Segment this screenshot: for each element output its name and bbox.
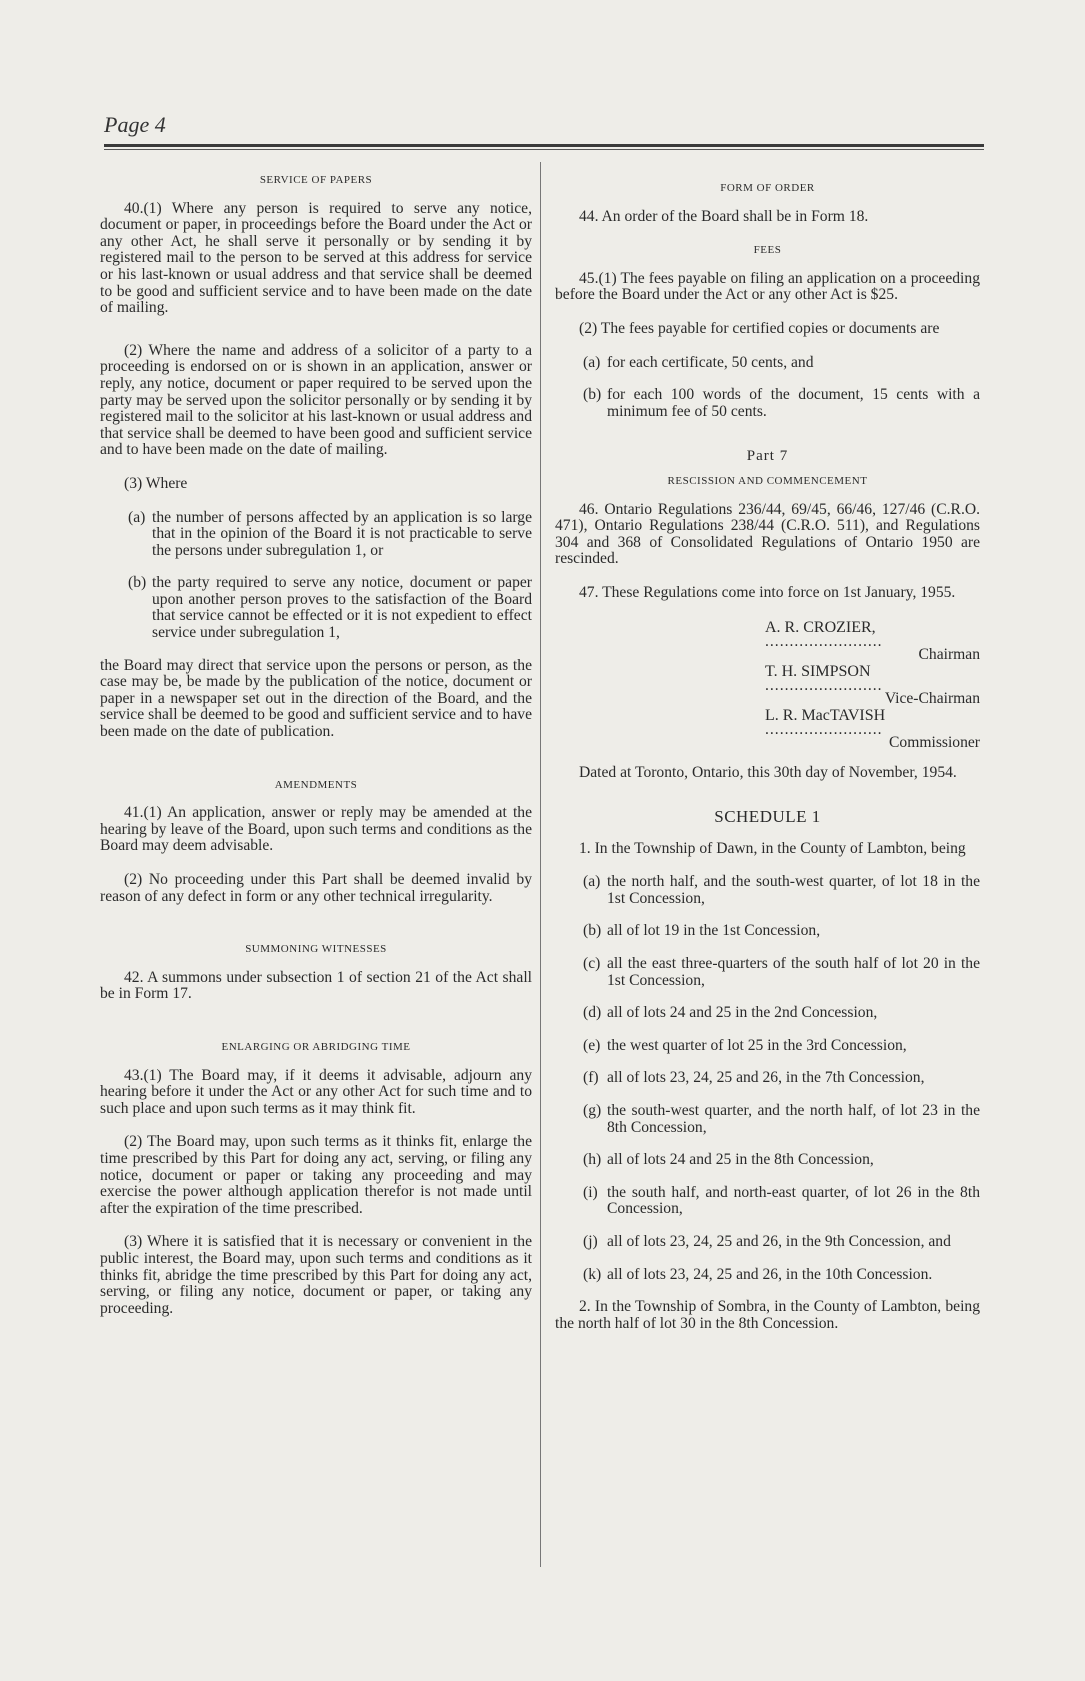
schedule-item [555, 956, 980, 989]
list-item [100, 510, 532, 560]
schedule-item [555, 1185, 980, 1218]
item-label: (j) [583, 1233, 598, 1250]
item-text: for each 100 words of the document, 15 cents with a minimum fee of 50 cents. [607, 386, 980, 420]
paragraph: Dated at Toronto, Ontario, this 30th day of November, 1954. [579, 763, 957, 781]
item-text: the west quarter of lot 25 in the 3rd Concession, [607, 1036, 907, 1054]
column-divider [540, 162, 541, 1567]
paragraph: 44. An order of the Board shall be in Form 18. [579, 207, 869, 225]
item-text: all of lots 24 and 25 in the 2nd Concession, [607, 1004, 878, 1022]
section-heading: SERVICE OF PAPERS [259, 174, 373, 186]
schedule-heading: SCHEDULE 1 [714, 807, 821, 827]
signature-block [555, 619, 980, 751]
item-text: the south half, and north-east quarter, of lot 26 in the 8th Concession, [607, 1183, 980, 1218]
item-label: (d) [583, 1004, 602, 1022]
paragraph: (3) Where [124, 474, 188, 492]
schedule-item [555, 1103, 980, 1136]
signature-line: ........................ [765, 676, 883, 694]
paragraph: 41.(1) An application, answer or reply may be amended at the hearing by leave of the Board, upon such terms and conditions as the Board may deem advisable. [100, 804, 532, 855]
item-label: (a) [583, 873, 601, 891]
signatory-name: L. R. MacTAVISH [765, 706, 886, 724]
schedule-item [555, 1234, 980, 1251]
header-rule-thin [104, 149, 984, 150]
paragraph: (2) No proceeding under this Part shall be deemed invalid by reason of any defect in form or any other technical irregularity. [100, 871, 532, 905]
paragraph: the Board may direct that service upon the persons or person, as the case may be, be made by the publication of the notice, document or paper in a newspaper set out in the direction of the Board, and the service shall be deemed to be good and sufficient service and to have been made on the date of publication. [100, 656, 532, 741]
paragraph: 2. In the Township of Sombra, in the County of Lambton, being the north half of lot 30 in the 8th Concession. [555, 1298, 980, 1332]
paragraph: 42. A summons under subsection 1 of section 21 of the Act shall be in Form 17. [100, 968, 532, 1003]
item-text: for each certificate, 50 cents, and [607, 353, 814, 371]
paragraph: 47. These Regulations come into force on 1st January, 1955. [579, 583, 956, 601]
section-heading: RESCISSION AND COMMENCEMENT [667, 474, 868, 487]
signatory-title: Chairman [918, 645, 980, 663]
paragraph: 45.(1) The fees payable on filing an application on a proceeding before the Board under the Act or any other Act is $25. [555, 269, 980, 304]
section-heading: FEES [753, 244, 782, 257]
paragraph: 43.(1) The Board may, if it deems it advisable, adjourn any hearing before it under the Act or any other Act for such time and to such place and upon such terms as it may think fit. [100, 1066, 532, 1117]
item-label: (g) [583, 1102, 602, 1120]
signatory-title: Commissioner [889, 733, 980, 751]
list-item [555, 355, 980, 372]
item-text: all of lot 19 in the 1st Concession, [607, 922, 821, 940]
schedule-item [555, 1005, 980, 1022]
paragraph: 1. In the Township of Dawn, in the County of Lambton, being [579, 839, 966, 857]
right-column [555, 172, 980, 1349]
paragraph: (3) Where it is satisfied that it is necessary or convenient in the public interest, the Board may, upon such terms and conditions as it thinks fit, abridge the time prescribed by this Part for doing any act, serving, or filing any notice, document or paper, or taking any proceeding. [100, 1233, 532, 1317]
item-text: all of lots 23, 24, 25 and 26, in the 10th Concession. [607, 1265, 933, 1283]
item-label: (b) [583, 386, 602, 404]
signatory-title: Vice-Chairman [884, 689, 980, 707]
paragraph: (2) Where the name and address of a solicitor of a party to a proceeding is endorsed on or is shown in an application, answer or reply, any notice, document or paper required to be served upon the party may be served upon the solicitor personally or by sending it by registered mail to the solicitor at his last-known or usual address and that service shall be deemed to have been good and sufficient service and to have been made on the date of mailing. [100, 341, 532, 459]
header-rule-thick [104, 144, 984, 147]
item-label: (b) [128, 574, 147, 592]
part-heading: Part 7 [746, 448, 789, 465]
item-text: all of lots 24 and 25 in the 8th Concession, [607, 1151, 874, 1169]
item-label: (h) [583, 1151, 602, 1169]
item-text: all of lots 23, 24, 25 and 26, in the 9th Concession, and [607, 1233, 951, 1250]
item-label: (a) [583, 353, 601, 371]
item-label: (e) [583, 1036, 601, 1054]
item-text: the number of persons affected by an application is so large that in the opinion of the Board it is not practicable to serve the persons under subregulation 1, or [152, 508, 532, 559]
page-number: Page 4 [104, 112, 166, 137]
schedule-item [555, 1152, 980, 1169]
schedule-item [555, 1267, 980, 1284]
section-heading: SUMMONING WITNESSES [245, 943, 387, 956]
paragraph: (2) The fees payable for certified copies or documents are [579, 319, 940, 337]
schedule-item [555, 874, 980, 907]
signatory-name: T. H. SIMPSON [765, 662, 871, 680]
left-column [100, 172, 532, 1334]
signature-line: ........................ [765, 632, 883, 650]
section-heading: AMENDMENTS [274, 778, 358, 791]
schedule-item [555, 923, 980, 940]
item-label: (i) [583, 1183, 598, 1201]
item-text: all of lots 23, 24, 25 and 26, in the 7th Concession, [607, 1069, 925, 1087]
item-text: the south-west quarter, and the north half, of lot 23 in the 8th Concession, [607, 1102, 980, 1136]
paragraph: 46. Ontario Regulations 236/44, 69/45, 66/46, 127/46 (C.R.O. 471), Ontario Regulations 238/44 (C.R.O. 511), and Regulations 304 and 368 of Consolidated Regulations of Ontario 1950 are rescinded. [555, 500, 980, 568]
paragraph: 40.(1) Where any person is required to serve any notice, document or paper, in proceedings before the Board under the Act or any other Act, he shall serve it personally or by sending it by registered mail to the person to be served at this address for service or his last-known or usual address and that service shall be deemed to be good and sufficient service and to have been made on the date of mailing. [100, 199, 532, 317]
signatory-name: A. R. CROZIER, [765, 618, 876, 636]
item-label: (c) [583, 955, 601, 973]
section-heading: ENLARGING OR ABRIDGING TIME [221, 1040, 411, 1053]
item-label: (k) [583, 1265, 602, 1283]
section-heading: FORM OF ORDER [720, 182, 815, 194]
schedule-item [555, 1038, 980, 1055]
item-label: (f) [583, 1069, 599, 1087]
schedule-item [555, 1070, 980, 1087]
item-label: (a) [128, 508, 146, 526]
item-label: (b) [583, 922, 602, 940]
signature-line: ........................ [765, 720, 883, 738]
schedule-list [555, 874, 980, 1283]
list-item [100, 575, 532, 641]
paragraph: (2) The Board may, upon such terms as it thinks fit, enlarge the time prescribed by this Part for doing any act, serving, or filing any notice, document or paper or taking any proceeding and may exercise the power although application therefor is not made until after the expiration of the time prescribed. [100, 1133, 532, 1217]
item-text: the party required to serve any notice, document or paper upon another person proves to the satisfaction of the Board that service cannot be effected or it is not expedient to effect service under subregulation 1, [152, 574, 532, 642]
page-header [104, 112, 984, 138]
list-item [555, 387, 980, 420]
item-text: the north half, and the south-west quarter, of lot 18 in the 1st Concession, [607, 873, 980, 907]
item-text: all the east three-quarters of the south half of lot 20 in the 1st Concession, [607, 955, 980, 989]
